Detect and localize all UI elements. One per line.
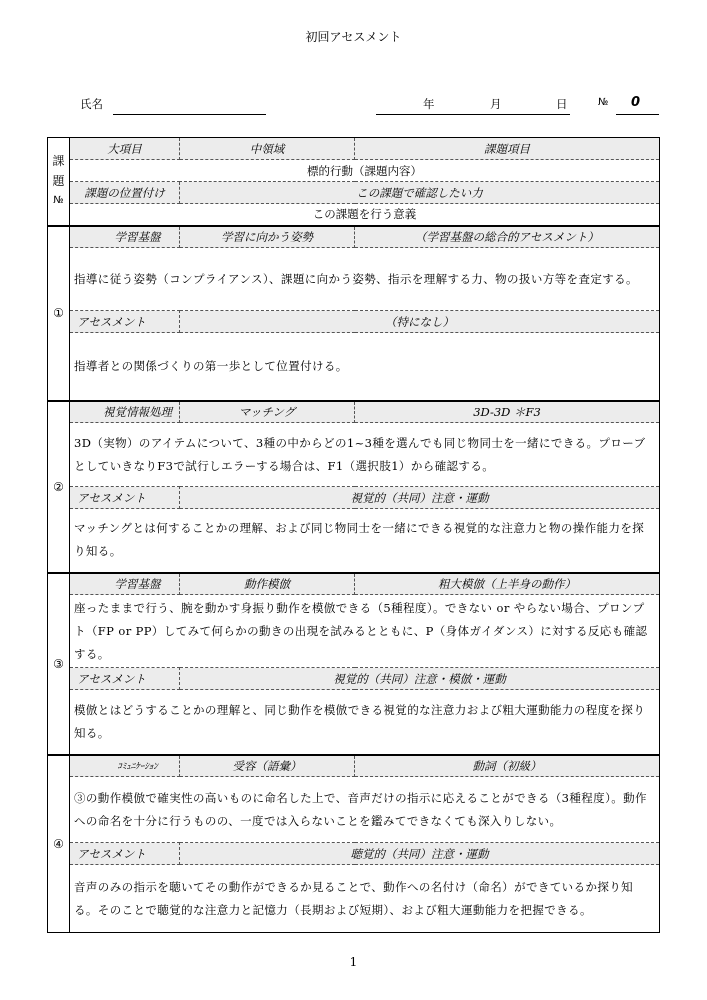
number-label: № [598,97,609,108]
page-number: 1 [349,955,358,969]
section-1-marker: ① [48,226,70,401]
header-row-1 [48,138,660,160]
section-4-assess-row [48,843,660,865]
number-value: 0 [631,95,641,110]
side-char-1: 課 [52,154,65,169]
header-significance: この課題を行う意義 [70,204,660,226]
task-number-header [48,138,70,226]
section-2-behavior: 3D（実物）のアイテムについて、3種の中からどの1~3種を選んでも同じ物同士を一緒にできる。プローブとしていきなりF3で試行しエラーする場合は、F1（選択肢1）から確認する。 [70,423,660,487]
section-2-behavior-row [48,423,660,487]
section-3-significance-row [48,690,660,755]
section-3-assess-value: 視覚的（共同）注意・模倣・運動 [180,668,660,690]
header-item: 課題項目 [355,138,660,160]
section-4-category: ｺﾐｭﾆｹｰｼｮﾝ [70,755,180,777]
section-2-domain: マッチング [180,401,355,423]
number-field-line [616,114,659,115]
section-2-assess-value: 視覚的（共同）注意・運動 [180,487,660,509]
day-label: 日 [556,97,568,111]
section-4-behavior: ③の動作模倣で確実性の高いものに命名した上で、音声だけの指示に応えることができる（3種程度）。動作への命名を十分に行うものの、一度では入らないことを鑑みてできなくても深入りしない。 [70,777,660,843]
section-1-item: （学習基盤の総合的アセスメント） [355,226,660,248]
section-3-marker: ③ [48,573,70,755]
section-1-assess-row [48,311,660,333]
name-label: 氏名 [80,97,103,111]
section-4-significance: 音声のみの指示を聴いてその動作ができるか見ることで、動作への名付け（命名）ができているか探り知る。そのことで聴覚的な注意力と記憶力（長期および短期）、および粗大運動能力を把握できる。 [70,865,660,933]
section-4-head [48,755,660,777]
month-label: 月 [490,97,502,111]
section-3-assess-label: アセスメント [70,668,180,690]
section-1-significance-row [48,333,660,401]
name-field-line [113,114,266,115]
section-3-item: 粗大模倣（上半身の動作） [355,573,660,595]
date-field-line [376,114,570,115]
section-2-assess-row [48,487,660,509]
section-2-assess-label: アセスメント [70,487,180,509]
section-4-significance-row [48,865,660,933]
section-1-category: 学習基盤 [70,226,180,248]
section-3-behavior-row [48,595,660,668]
section-4-behavior-row [48,777,660,843]
section-3-significance: 模倣とはどうすることかの理解と、同じ動作を模倣できる視覚的な注意力および粗大運動能力の程度を探り知る。 [70,690,660,755]
section-4-assess-label: アセスメント [70,843,180,865]
header-domain: 中領域 [180,138,355,160]
section-1-head [48,226,660,248]
section-1-significance: 指導者との関係づくりの第一歩として位置付ける。 [70,333,660,401]
section-1-assess-value: （特になし） [180,311,660,333]
header-row-4 [48,204,660,226]
section-3-head [48,573,660,595]
section-2-item: 3D-3D ＊F3 [355,401,660,423]
section-1-behavior: 指導に従う姿勢（コンプライアンス）、課題に向かう姿勢、指示を理解する力、物の扱い方等を査定する。 [70,248,660,311]
section-2-head [48,401,660,423]
assessment-table [47,137,660,933]
section-3-category: 学習基盤 [70,573,180,595]
header-category: 大項目 [70,138,180,160]
header-skill-to-check: この課題で確認したい力 [180,182,660,204]
document-title: 初回アセスメント [305,30,402,44]
section-3-behavior: 座ったままで行う、腕を動かす身振り動作を模倣できる（5種程度）。できない or やらない場合、プロンプト（FP or PP）してみて何らかの動きの出現を試みるとともに、P（身体ガイダンス）に対する反応も確認する。 [70,595,660,668]
year-label: 年 [423,97,435,111]
section-2-significance: マッチングとは何することかの理解、および同じ物同士を一緒にできる視覚的な注意力と物の操作能力を探り知る。 [70,509,660,573]
section-4-item: 動詞（初級） [355,755,660,777]
side-char-3: № [53,195,64,207]
section-1-behavior-row [48,248,660,311]
section-2-category: 視覚情報処理 [70,401,180,423]
section-2-marker: ② [48,401,70,573]
section-1-assess-label: アセスメント [70,311,180,333]
section-4-domain: 受容（語彙） [180,755,355,777]
section-2-significance-row [48,509,660,573]
section-1-domain: 学習に向かう姿勢 [180,226,355,248]
section-3-domain: 動作模倣 [180,573,355,595]
header-row-3 [48,182,660,204]
header-target-behavior: 標的行動（課題内容） [70,160,660,182]
header-positioning: 課題の位置付け [70,182,180,204]
section-4-marker: ④ [48,755,70,933]
header-row-2 [48,160,660,182]
section-4-assess-value: 聴覚的（共同）注意・運動 [180,843,660,865]
side-char-2: 題 [52,174,65,189]
section-3-assess-row [48,668,660,690]
